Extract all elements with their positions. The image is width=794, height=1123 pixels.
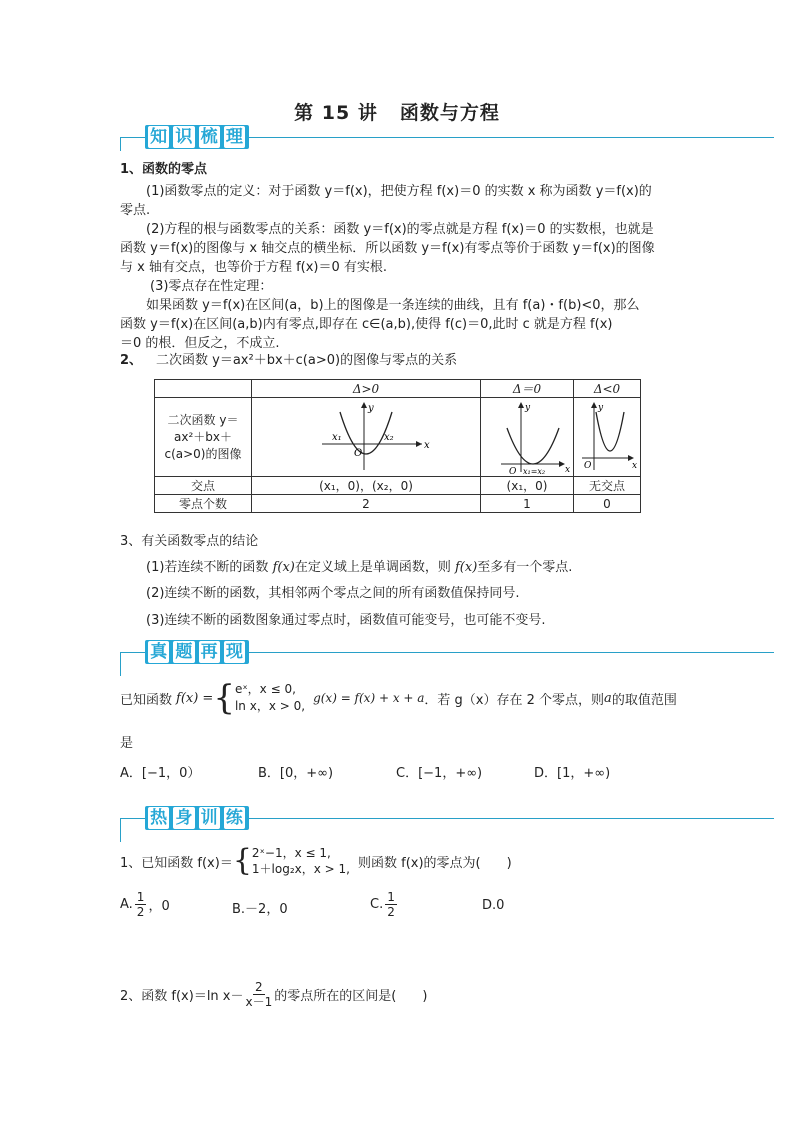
origin-label: O	[584, 461, 592, 471]
table-cell: (x₁，0)，(x₂，0)	[252, 477, 481, 495]
exam-question: 已知函数 f(x) = { eˣ，x ≤ 0, ln x，x > 0, g(x) = f(x) + x + a ．若 g（x）存在 2 个零点，则 a 的取值范围	[120, 678, 677, 718]
text-line: (1)函数零点的定义：对于函数 y＝f(x)，把使方程 f(x)＝0 的实数 x 称为函数 y＝f(x)的	[146, 184, 652, 199]
heading-zero-point: 1、函数的零点	[120, 162, 208, 177]
parabola-no-root	[574, 398, 640, 476]
conclusion-3: (3)连续不断的函数图象通过零点时，函数值可能变号，也可能不变号.	[146, 613, 546, 628]
graph-cell-two-roots	[252, 398, 481, 477]
table-corner	[155, 380, 252, 398]
q1-option-b: B.－2，0	[232, 902, 288, 917]
heading-conclusions: 3、有关函数零点的结论	[120, 534, 259, 549]
text-line: 函数 y＝f(x)在区间(a,b)内有零点,即存在 c∈(a,b),使得 f(c)＝0,此时 c 就是方程 f(x)	[120, 317, 613, 332]
warmup-question-1: 1、已知函数 f(x)＝ { 2ˣ−1，x ≤ 1, 1＋log₂x，x > 1, 则函数 f(x)的零点为( )	[120, 843, 512, 878]
piecewise-brace: {	[232, 843, 252, 878]
table-cell: 交点	[155, 477, 252, 495]
table-header: Δ＝0	[481, 380, 574, 398]
text-line: 零点.	[120, 203, 151, 218]
heading-quadratic-num: 2、	[120, 353, 143, 368]
q1-option-c: C. $\frac{1}{2}$	[370, 890, 395, 919]
q1-option-a: A. $\frac{1}{2}$ ，0	[120, 890, 170, 919]
axis-label-y: y	[525, 403, 531, 413]
parabola-one-root	[481, 398, 573, 476]
q1-option-d: D.0	[482, 898, 505, 913]
axis-label-x: x	[565, 465, 571, 475]
table-row-label: 二次函数 y＝ ax²＋bx＋ c(a>0)的图像	[155, 398, 252, 477]
table-cell: 0	[574, 495, 641, 513]
section-header-knowledge: 知 识 梳 理	[145, 125, 249, 149]
piecewise-brace: {	[213, 678, 235, 718]
root-label-x1: x₁	[332, 432, 342, 443]
table-cell: (x₁，0)	[481, 477, 574, 495]
origin-label: O	[509, 467, 517, 476]
axis-label-x: x	[632, 461, 638, 471]
quadratic-zero-table	[154, 379, 641, 513]
exam-question-cont: 是	[120, 736, 134, 751]
lecture-topic: 函数与方程	[399, 102, 500, 124]
option-b: B．[0，+∞)	[258, 766, 334, 781]
lecture-number: 第 15 讲	[294, 102, 378, 124]
piecewise-cases: 2ˣ−1，x ≤ 1, 1＋log₂x，x > 1,	[251, 846, 350, 876]
axis-label-x: x	[424, 440, 430, 451]
text-line: (2)方程的根与函数零点的关系：函数 y＝f(x)的零点就是方程 f(x)＝0 的实数根，也就是	[146, 222, 654, 237]
parabola-two-roots	[252, 398, 480, 476]
option-c: C．[−1，+∞)	[396, 766, 483, 781]
section-divider-tick	[120, 818, 121, 842]
text-line: 与 x 轴有交点，也等价于方程 f(x)＝0 有实根.	[120, 260, 388, 275]
section-header-exam: 真 题 再 现	[145, 640, 249, 664]
root-label-x2: x₂	[384, 432, 394, 443]
piecewise-cases: eˣ，x ≤ 0, ln x，x > 0,	[234, 682, 306, 713]
text-line: (3)零点存在性定理：	[150, 279, 273, 294]
origin-label: O	[354, 448, 363, 459]
table-cell: 2	[252, 495, 481, 513]
text-line: ＝0 的根．但反之，不成立.	[120, 336, 280, 351]
section-divider-tick	[120, 137, 121, 151]
option-a: A．[−1，0）	[120, 766, 201, 781]
table-cell: 无交点	[574, 477, 641, 495]
conclusion-2: (2)连续不断的函数，其相邻两个零点之间的所有函数值保持同号.	[146, 586, 520, 601]
root-label-double: x₁=x₂	[523, 467, 546, 476]
section-header-warmup: 热 身 训 练	[145, 806, 249, 830]
table-header: Δ<0	[574, 380, 641, 398]
graph-cell-one-root	[481, 398, 574, 477]
text-line: 如果函数 y＝f(x)在区间(a，b)上的图像是一条连续的曲线，且有 f(a)・f(b)<0，那么	[146, 298, 640, 313]
text-line: 函数 y＝f(x)的图像与 x 轴交点的横坐标．所以函数 y＝f(x)有零点等价于函数 y＝f(x)的图像	[120, 241, 655, 256]
conclusion-1: (1)若连续不断的函数 f(x)在定义域上是单调函数，则 f(x)至多有一个零点.	[146, 560, 573, 575]
table-cell: 零点个数	[155, 495, 252, 513]
table-cell: 1	[481, 495, 574, 513]
heading-quadratic: 二次函数 y＝ax²＋bx＋c(a>0)的图像与零点的关系	[156, 353, 458, 368]
option-d: D．[1，+∞)	[534, 766, 611, 781]
graph-cell-no-root	[574, 398, 641, 477]
section-divider-tick	[120, 652, 121, 676]
page-title	[0, 98, 794, 125]
axis-label-y: y	[368, 403, 374, 414]
axis-label-y: y	[598, 403, 604, 413]
table-header: Δ>0	[252, 380, 481, 398]
warmup-question-2: 2、函数 f(x)＝ln x－ $\frac{2}{x-1}$ 的零点所在的区间是( )	[120, 980, 428, 1009]
